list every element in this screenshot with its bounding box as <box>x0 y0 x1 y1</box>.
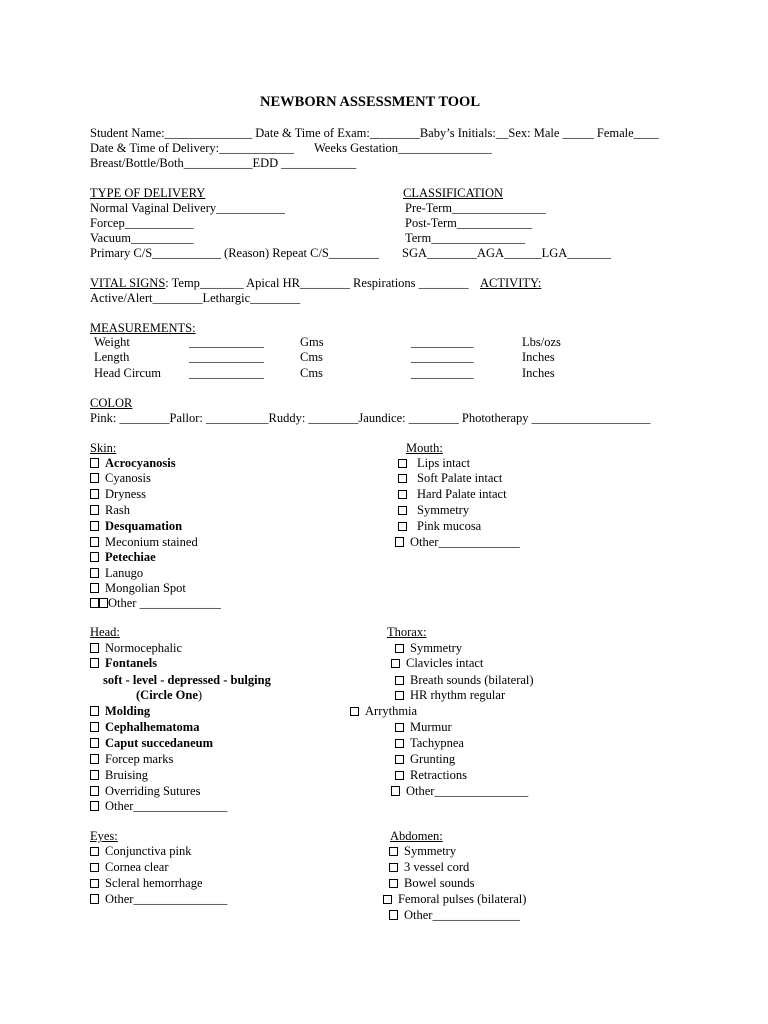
checkbox-icon[interactable] <box>398 506 407 515</box>
eyes-item[interactable]: Cornea clear <box>90 860 169 875</box>
skin-heading: Skin: <box>90 441 117 455</box>
skin-item[interactable]: Cyanosis <box>90 471 151 486</box>
eyes-heading: Eyes: <box>90 829 118 843</box>
checkbox-icon[interactable] <box>90 847 99 856</box>
head-item[interactable]: Fontanels <box>90 656 157 671</box>
head-item[interactable]: Overriding Sutures <box>90 784 200 799</box>
checkbox-icon[interactable] <box>90 754 99 764</box>
skin-item[interactable]: Other _____________ <box>90 596 221 611</box>
checkbox-icon[interactable] <box>395 676 404 685</box>
skin-item[interactable]: Meconium stained <box>90 535 198 550</box>
measure-unit: Inches <box>522 350 555 364</box>
checkbox-icon[interactable] <box>391 786 400 796</box>
mouth-item[interactable]: Hard Palate intact <box>398 487 507 502</box>
checkbox-icon[interactable] <box>90 643 99 653</box>
color-heading: COLOR <box>90 396 133 410</box>
classification-item: SGA________AGA______LGA_______ <box>402 246 612 260</box>
mouth-item[interactable]: Soft Palate intact <box>398 471 502 486</box>
checkbox-icon[interactable] <box>395 723 404 732</box>
measure-unit: Lbs/ozs <box>522 335 561 349</box>
mouth-item[interactable]: Lips intact <box>398 456 470 471</box>
checkbox-icon[interactable] <box>389 879 398 888</box>
checkbox-icon[interactable] <box>395 755 404 764</box>
checkbox-icon[interactable] <box>383 895 392 904</box>
measure-blank: ____________ <box>189 366 264 380</box>
vitals-line <box>90 276 469 291</box>
thorax-item[interactable]: Clavicles intact <box>391 656 483 671</box>
abdomen-heading: Abdomen: <box>390 829 443 843</box>
checkbox-icon[interactable] <box>90 770 99 780</box>
checkbox-icon[interactable] <box>90 473 99 483</box>
skin-item[interactable]: Acrocyanosis <box>90 456 176 471</box>
checkbox-icon[interactable] <box>398 474 407 483</box>
circle-one-note: (Circle One) <box>136 688 203 702</box>
skin-item[interactable]: Mongolian Spot <box>90 581 186 596</box>
thorax-item[interactable]: HR rhythm regular <box>395 688 505 703</box>
thorax-item[interactable]: Breath sounds (bilateral) <box>395 673 534 688</box>
measure-label: Weight <box>94 335 130 349</box>
head-item[interactable]: Forcep marks <box>90 752 173 767</box>
checkbox-icon[interactable] <box>391 659 400 668</box>
checkbox-icon[interactable] <box>389 847 398 856</box>
abdomen-item[interactable]: Bowel sounds <box>389 876 475 891</box>
fontanel-options: soft - level - depressed - bulging <box>103 673 271 687</box>
head-item[interactable]: Caput succedaneum <box>90 736 213 751</box>
color-line: Pink: ________Pallor: __________Ruddy: ________Jaundice: ________ Phototherapy ___________________ <box>90 411 651 425</box>
head-item[interactable]: Normocephalic <box>90 641 182 656</box>
header-line-2b: Weeks Gestation_______________ <box>314 141 492 155</box>
skin-item[interactable]: Rash <box>90 503 130 518</box>
thorax-item[interactable]: Arrythmia <box>350 704 417 719</box>
abdomen-item[interactable]: Femoral pulses (bilateral) <box>383 892 526 907</box>
checkbox-icon[interactable] <box>90 738 99 748</box>
checkbox-icon[interactable] <box>398 459 407 468</box>
classification-item: Term_______________ <box>405 231 525 245</box>
measurements-heading: MEASUREMENTS: <box>90 321 196 335</box>
measure-label: Head Circum <box>94 366 161 380</box>
abdomen-item[interactable]: Symmetry <box>389 844 456 859</box>
checkbox-icon[interactable] <box>90 583 99 593</box>
measure-blank: __________ <box>411 350 474 364</box>
mouth-heading: Mouth: <box>406 441 443 455</box>
checkbox-icon[interactable] <box>90 801 99 811</box>
checkbox-icon[interactable] <box>395 739 404 748</box>
header-line-2a: Date & Time of Delivery:____________ <box>90 141 295 155</box>
measure-blank: ____________ <box>189 350 264 364</box>
checkbox-icon[interactable] <box>90 598 99 608</box>
checkbox-icon[interactable] <box>90 537 99 547</box>
measure-unit: Inches <box>522 366 555 380</box>
delivery-item: Primary C/S___________ (Reason) Repeat C/S________ <box>90 246 379 260</box>
eyes-item[interactable]: Other_______________ <box>90 892 227 907</box>
mouth-item[interactable]: Symmetry <box>398 503 469 518</box>
eyes-item[interactable]: Conjunctiva pink <box>90 844 191 859</box>
checkbox-icon[interactable] <box>389 910 398 920</box>
activity-heading: ACTIVITY: <box>480 276 542 290</box>
header-line-3: Breast/Bottle/Both___________EDD ____________ <box>90 156 357 170</box>
vitals-fields: : Temp_______ Apical HR________ Respirations ________ <box>165 276 469 290</box>
checkbox-icon[interactable] <box>90 552 99 562</box>
checkbox-icon[interactable] <box>99 598 108 608</box>
delivery-heading: TYPE OF DELIVERY <box>90 186 206 200</box>
header-line-1: Student Name:______________ Date & Time of Exam:________Baby’s Initials:__Sex: Male _____ Female____ <box>90 126 659 140</box>
delivery-item: Vacuum__________ <box>90 231 194 245</box>
head-item[interactable]: Cephalhematoma <box>90 720 199 735</box>
checkbox-icon[interactable] <box>90 894 99 904</box>
skin-item[interactable]: Desquamation <box>90 519 182 534</box>
checkbox-icon[interactable] <box>398 522 407 531</box>
checkbox-icon[interactable] <box>90 722 99 732</box>
thorax-item[interactable]: Symmetry <box>395 641 462 656</box>
measure-label: Length <box>94 350 130 364</box>
checkbox-icon[interactable] <box>90 568 99 578</box>
thorax-item[interactable]: Tachypnea <box>395 736 464 751</box>
checkbox-icon[interactable] <box>395 691 404 700</box>
abdomen-item[interactable]: 3 vessel cord <box>389 860 469 875</box>
vitals-heading: VITAL SIGNS <box>90 276 166 290</box>
checkbox-icon[interactable] <box>350 707 359 716</box>
checkbox-icon[interactable] <box>90 489 99 499</box>
measure-unit: Cms <box>300 366 323 380</box>
thorax-item[interactable]: Retractions <box>395 768 467 783</box>
measure-blank: __________ <box>411 366 474 380</box>
checkbox-icon[interactable] <box>395 644 404 653</box>
classification-heading: CLASSIFICATION <box>403 186 504 200</box>
checkbox-icon[interactable] <box>90 706 99 716</box>
head-item[interactable]: Molding <box>90 704 150 719</box>
checkbox-icon[interactable] <box>90 658 99 668</box>
checkbox-icon[interactable] <box>90 505 99 515</box>
skin-item[interactable]: Lanugo <box>90 566 143 581</box>
classification-item: Pre-Term_______________ <box>405 201 546 215</box>
checkbox-icon[interactable] <box>90 521 99 531</box>
abdomen-item[interactable]: Other______________ <box>389 908 520 923</box>
checkbox-icon[interactable] <box>90 879 99 888</box>
mouth-item[interactable]: Other_____________ <box>395 535 520 550</box>
delivery-item: Normal Vaginal Delivery___________ <box>90 201 285 215</box>
head-item[interactable]: Bruising <box>90 768 148 783</box>
thorax-item[interactable]: Grunting <box>395 752 455 767</box>
measure-blank: __________ <box>411 335 474 349</box>
checkbox-icon[interactable] <box>395 771 404 780</box>
checkbox-icon[interactable] <box>389 863 398 872</box>
checkbox-icon[interactable] <box>395 537 404 547</box>
eyes-item[interactable]: Scleral hemorrhage <box>90 876 203 891</box>
delivery-item: Forcep___________ <box>90 216 194 230</box>
checkbox-icon[interactable] <box>90 458 99 468</box>
checkbox-icon[interactable] <box>398 490 407 499</box>
classification-item: Post-Term____________ <box>405 216 532 230</box>
mouth-item[interactable]: Pink mucosa <box>398 519 481 534</box>
measure-unit: Gms <box>300 335 324 349</box>
thorax-heading: Thorax: <box>387 625 427 639</box>
activity-line: Active/Alert________Lethargic________ <box>90 291 301 305</box>
thorax-item[interactable]: Murmur <box>395 720 452 735</box>
measure-unit: Cms <box>300 350 323 364</box>
page-title: NEWBORN ASSESSMENT TOOL <box>260 94 480 110</box>
head-item[interactable]: Other_______________ <box>90 799 227 814</box>
thorax-item[interactable]: Other_______________ <box>391 784 528 799</box>
checkbox-icon[interactable] <box>90 863 99 872</box>
checkbox-icon[interactable] <box>90 786 99 796</box>
measure-blank: ____________ <box>189 335 264 349</box>
skin-item[interactable]: Dryness <box>90 487 146 502</box>
head-heading: Head: <box>90 625 120 639</box>
skin-item[interactable]: Petechiae <box>90 550 156 565</box>
